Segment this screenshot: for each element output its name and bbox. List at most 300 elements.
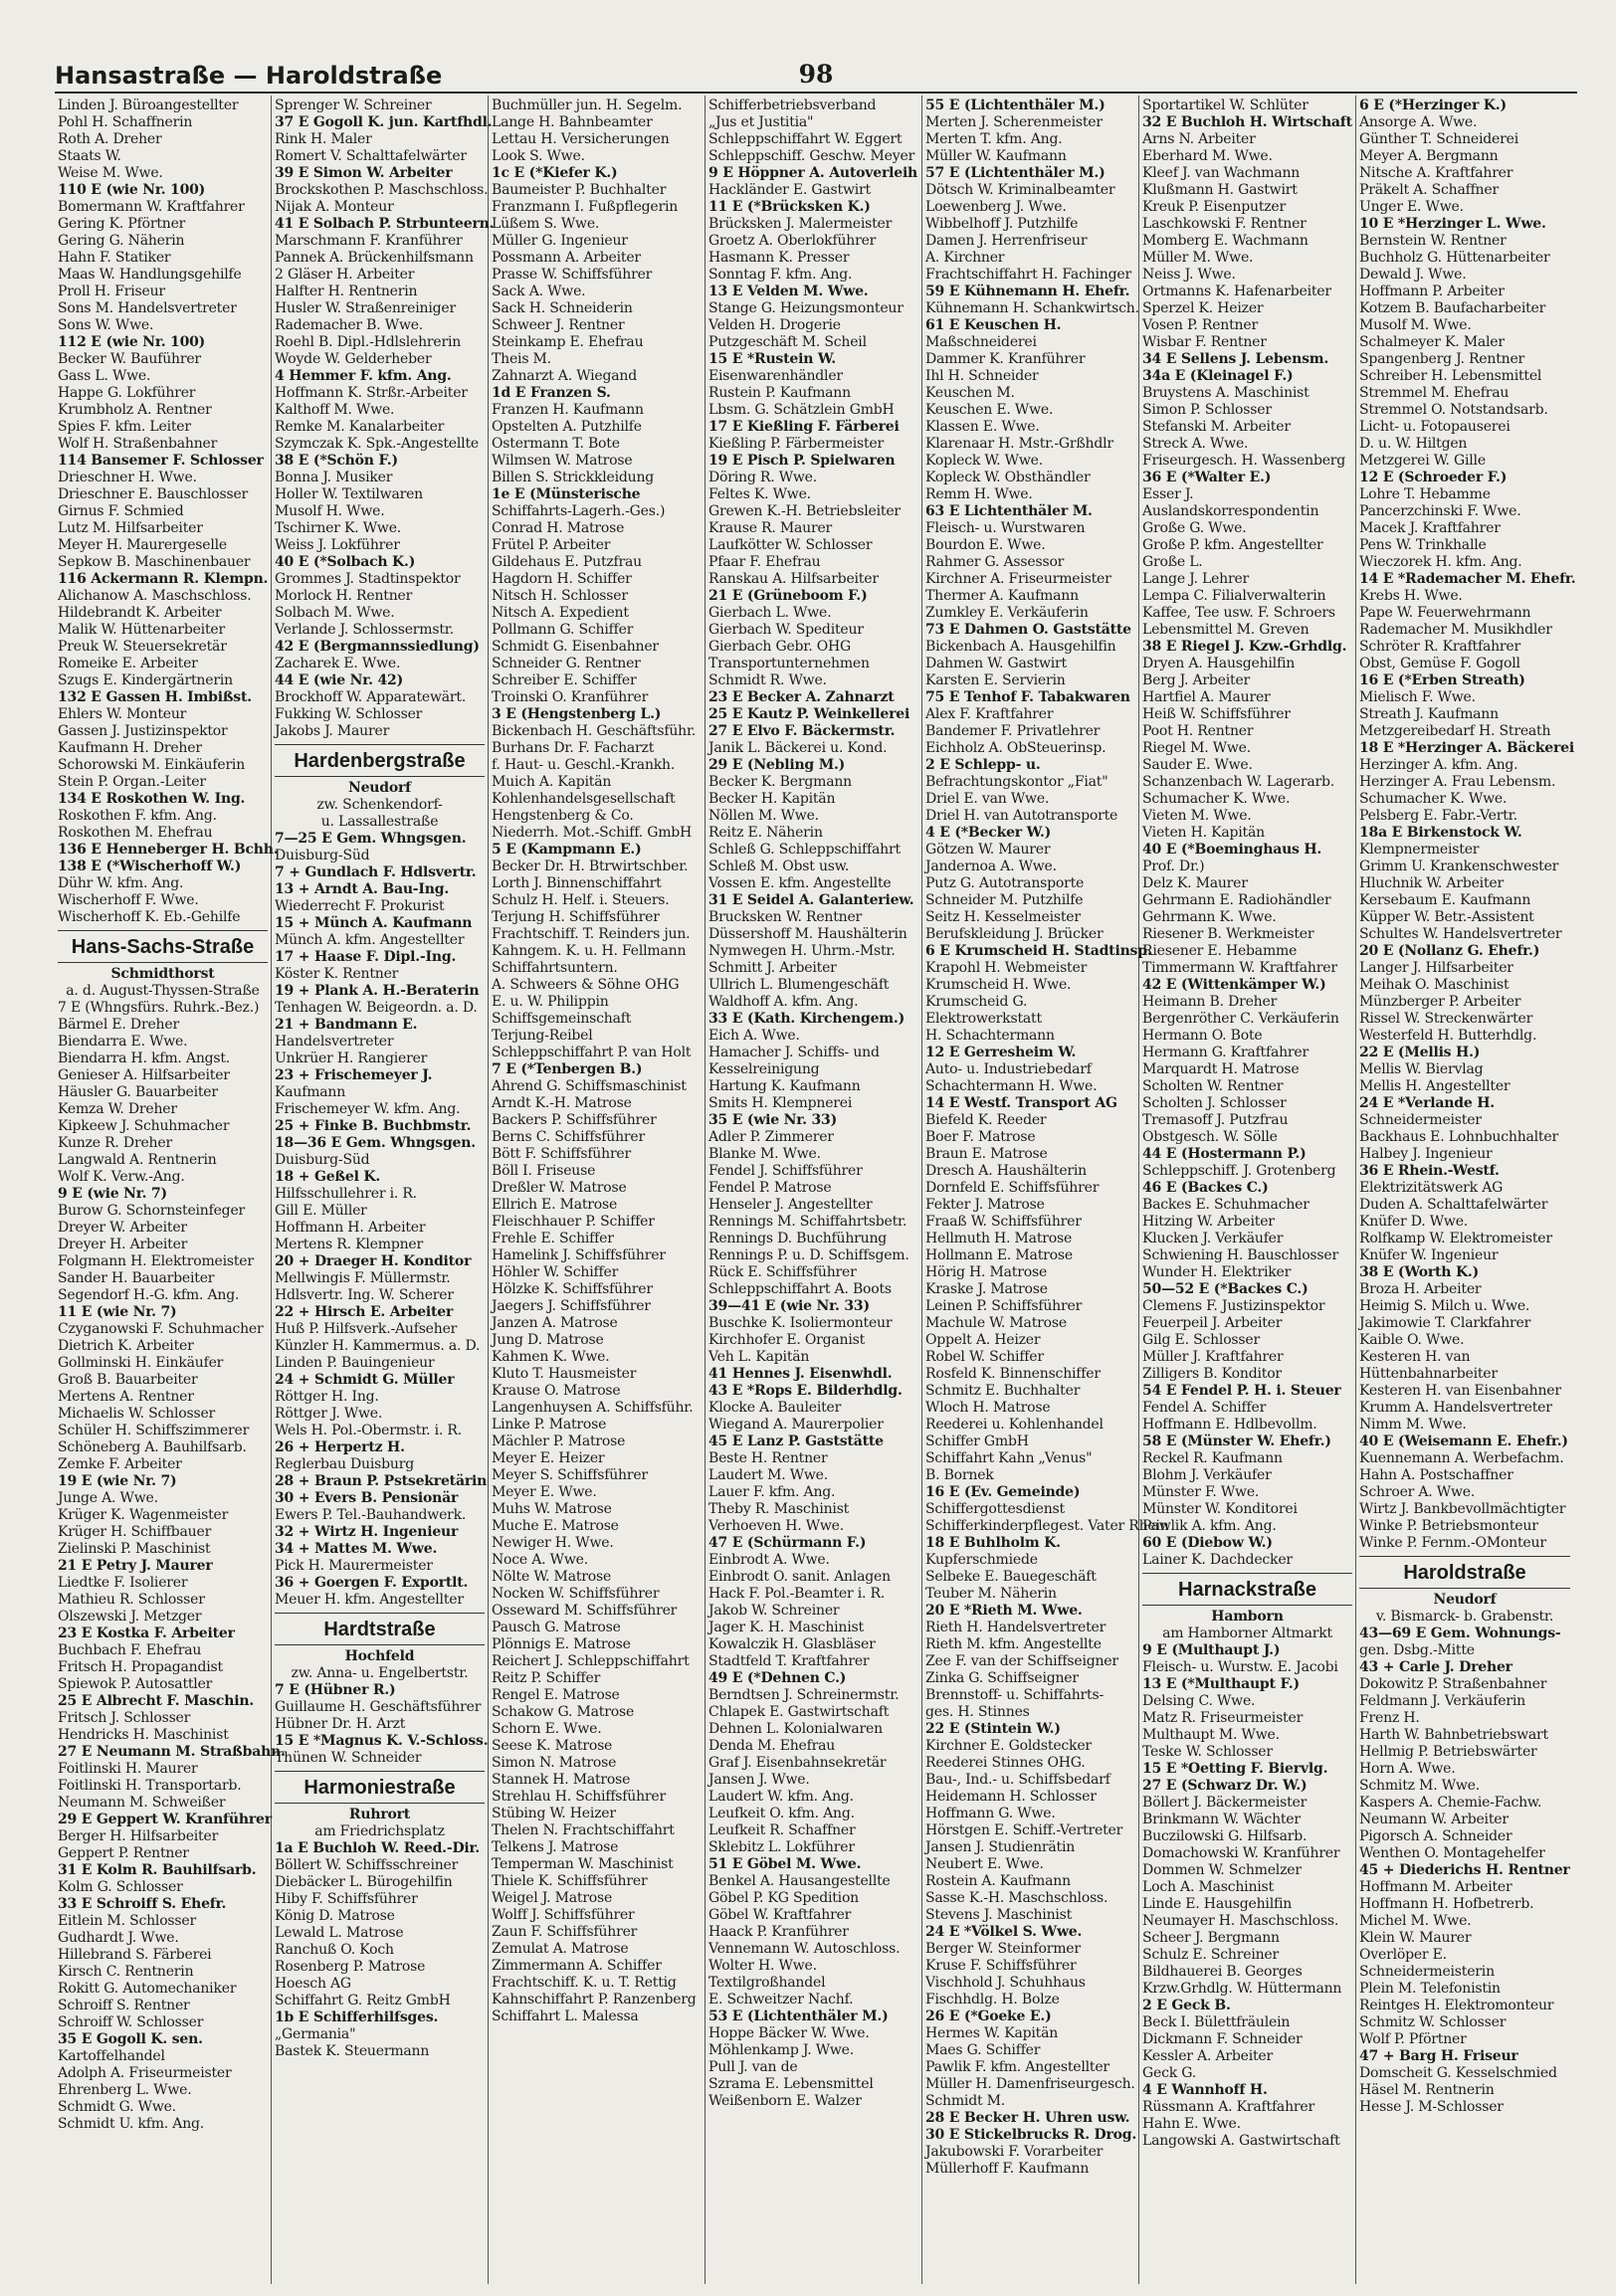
directory-entry: Dommen W. Schmelzer — [1142, 1862, 1302, 1878]
directory-entry: Mellwingis F. Müllermstr. — [275, 1270, 451, 1286]
directory-entry: Schleppschiffahrt P. van Holt — [492, 1045, 692, 1060]
directory-entry: Scholten J. Schlosser — [1142, 1095, 1287, 1111]
house-number-entry: 18 E *Herzinger A. Bäckerei — [1359, 740, 1574, 756]
directory-entry: Langenhuysen A. Schiffsführ. — [492, 1400, 694, 1416]
directory-entry: Thiele K. Schiffsführer — [492, 1873, 648, 1889]
directory-entry: Mellis H. Angestellter — [1359, 1078, 1511, 1094]
house-number-entry: 19 + Plank A. H.-Beraterin — [275, 983, 480, 999]
house-number-entry: 9 E (wie Nr. 7) — [58, 1186, 167, 1202]
directory-entry: Streath J. Kaufmann — [1359, 706, 1499, 722]
directory-entry: Girnus F. Schmied — [58, 503, 184, 519]
directory-entry: Reitz P. Schiffer — [492, 1670, 601, 1686]
directory-entry: Krumbholz A. Rentner — [58, 402, 212, 418]
house-number-entry: 9 E Höppner A. Autoverleih — [708, 165, 918, 181]
directory-entry: Zee F. van der Schiffseigner — [925, 1653, 1118, 1669]
directory-entry: Hartfiel A. Maurer — [1142, 689, 1271, 705]
directory-entry: Remm H. Wwe. — [925, 486, 1033, 502]
directory-entry: Hitzing W. Arbeiter — [1142, 1214, 1275, 1230]
directory-entry: Kirsch C. Rentnerin — [58, 1964, 194, 1980]
directory-entry: Backhaus E. Lohnbuchhalter — [1359, 1129, 1558, 1145]
house-number-entry: 18—36 E Gem. Whngsgen. — [275, 1135, 476, 1151]
house-number-entry: 43 + Carle J. Dreher — [1359, 1659, 1513, 1675]
directory-entry: Jansen J. Studienrätin — [925, 1839, 1076, 1855]
directory-entry: Laschkowski F. Rentner — [1142, 216, 1307, 232]
directory-entry: Kesteren H. van Eisenbahner — [1359, 1383, 1561, 1399]
directory-entry: Lainer K. Dachdecker — [1142, 1552, 1293, 1568]
directory-entry: Schorn E. Wwe. — [492, 1721, 602, 1737]
house-number-entry: 42 E (Bergmannssiedlung) — [275, 639, 480, 655]
directory-entry: Obst, Gemüse F. Gogoll — [1359, 656, 1520, 671]
directory-entry: Schroiff W. Schlosser — [58, 2014, 204, 2030]
directory-entry: Michaelis W. Schlosser — [58, 1406, 216, 1422]
house-number-entry: 19 E (wie Nr. 7) — [58, 1473, 177, 1489]
directory-entry: Klocke A. Bauleiter — [708, 1400, 842, 1416]
directory-entry: Diebäcker L. Bürogehilfin — [275, 1874, 453, 1890]
directory-entry: Frachtschiff. T. Reinders jun. — [492, 926, 691, 942]
directory-entry: Michel M. Wwe. — [1359, 1913, 1472, 1929]
directory-entry: Reglerbau Duisburg — [275, 1456, 414, 1472]
directory-entry: Nijak A. Monteur — [275, 199, 394, 215]
directory-entry: Handelsvertreter — [275, 1034, 394, 1050]
directory-entry: Kühnemann H. Schankwirtsch. — [925, 300, 1139, 316]
directory-entry: Hoffmann M. Arbeiter — [1359, 1879, 1513, 1895]
directory-entry: Stadtfeld T. Kraftfahrer — [708, 1653, 870, 1669]
house-number-entry: 32 E Buchloh H. Wirtschaft — [1142, 114, 1352, 130]
directory-entry: Velden H. Drogerie — [708, 317, 841, 333]
directory-entry: Verlande J. Schlossermstr. — [275, 622, 454, 638]
directory-entry: Driel E. van Wwe. — [925, 791, 1050, 807]
directory-entry: Steinkamp E. Ehefrau — [492, 334, 644, 350]
directory-entry: Bärmel E. Dreher — [58, 1017, 179, 1033]
directory-entry: Kupferschmiede — [925, 1552, 1038, 1568]
directory-entry: Nöllen M. Wwe. — [708, 808, 819, 824]
directory-entry: Langwald A. Rentnerin — [58, 1152, 217, 1168]
directory-entry: Krüger H. Schiffbauer — [58, 1524, 212, 1540]
directory-entry: Langer J. Hilfsarbeiter — [1359, 960, 1514, 976]
directory-entry: Müller G. Ingenieur — [492, 233, 628, 249]
house-number-entry: 26 + Herpertz H. — [275, 1439, 405, 1455]
directory-entry: Weiss J. Lokführer — [275, 537, 400, 553]
directory-entry: Brennstoff- u. Schiffahrts- — [925, 1687, 1104, 1703]
directory-entry: Sack H. Schneiderin — [492, 300, 633, 316]
directory-entry: Genieser A. Hilfsarbeiter — [58, 1067, 230, 1083]
directory-entry: Hörig H. Matrose — [925, 1264, 1048, 1280]
directory-entry: Pawlik F. kfm. Angestellter — [925, 2059, 1110, 2075]
house-number-entry: 9 E (Multhaupt J.) — [1142, 1642, 1281, 1658]
directory-entry: Große P. kfm. Angestellter — [1142, 537, 1323, 553]
directory-entry: Berufskleidung J. Brücker — [925, 926, 1104, 942]
directory-entry: Strehlau H. Schiffsführer — [492, 1789, 666, 1805]
house-number-entry: 27 E (Schwarz Dr. W.) — [1142, 1778, 1308, 1794]
directory-entry: Fritsch H. Propagandist — [58, 1659, 223, 1675]
directory-entry: Schleß M. Obst usw. — [708, 859, 850, 874]
directory-entry: Bickenbach H. Geschäftsführ. — [492, 723, 697, 739]
directory-entry: Meuer H. kfm. Angestellter — [275, 1592, 464, 1608]
directory-entry: Braun E. Matrose — [925, 1146, 1048, 1162]
house-number-entry: 13 E (*Multhaupt F.) — [1142, 1676, 1300, 1692]
directory-entry: Lettau H. Versicherungen — [492, 131, 670, 147]
directory-entry: Lbsm. G. Schätzlein GmbH — [708, 402, 895, 418]
directory-entry: Rosenberg P. Matrose — [275, 1959, 426, 1975]
directory-entry: Linden P. Bauingenieur — [275, 1355, 435, 1371]
directory-entry: Preuk W. Steuersekretär — [58, 639, 227, 655]
directory-entry: Fekter J. Matrose — [925, 1197, 1045, 1213]
directory-entry: Sonntag F. kfm. Ang. — [708, 267, 853, 283]
directory-entry: Fraaß W. Schiffsführer — [925, 1214, 1082, 1230]
directory-entry: Lebensmittel M. Greven — [1142, 622, 1310, 638]
house-number-entry: 21 E Petry J. Maurer — [58, 1558, 213, 1574]
directory-entry: Hölzke K. Schiffsführer — [492, 1281, 653, 1297]
directory-entry: Kaible O. Wwe. — [1359, 1332, 1465, 1348]
directory-entry: Bött F. Schiffsführer — [492, 1146, 632, 1162]
house-number-entry: 50—52 E (*Backes C.) — [1142, 1281, 1309, 1297]
directory-entry: Dewald J. Wwe. — [1359, 267, 1467, 283]
directory-entry: Gehrmann E. Radiohändler — [1142, 892, 1331, 908]
directory-entry: Münch A. kfm. Angestellter — [275, 932, 465, 948]
directory-entry: Bergenröther C. Verkäuferin — [1142, 1011, 1339, 1027]
directory-entry: Hoffmann H. Arbeiter — [275, 1220, 426, 1236]
house-number-entry: 134 E Roskothen W. Ing. — [58, 791, 246, 807]
directory-entry: Große L. — [1142, 554, 1203, 570]
directory-entry: Meyer E. Wwe. — [492, 1484, 597, 1500]
directory-entry: Muche E. Matrose — [492, 1518, 619, 1534]
house-number-entry: 21 + Bandmann E. — [275, 1017, 418, 1033]
directory-entry: Herzinger A. kfm. Ang. — [1359, 757, 1518, 773]
directory-entry: E. Schweitzer Nachf. — [708, 1992, 854, 2008]
house-number-entry: 20 E (Nollanz G. Ehefr.) — [1359, 943, 1540, 959]
directory-entry: Wenthen O. Montagehelfer — [1359, 1845, 1545, 1861]
directory-entry: Ansorge A. Wwe. — [1359, 114, 1478, 130]
directory-entry: Waldhoff A. kfm. Ang. — [708, 994, 859, 1010]
house-number-entry: 25 E Kautz P. Weinkellerei — [708, 706, 910, 722]
directory-entry: Schneider M. Putzhilfe — [925, 892, 1084, 908]
directory-entry: Nocken W. Schiffsführer — [492, 1586, 660, 1602]
house-number-entry: 19 E Pisch P. Spielwaren — [708, 453, 896, 469]
house-number-entry: 22 + Hirsch E. Arbeiter — [275, 1304, 454, 1320]
house-number-entry: 24 E *Verlande H. — [1359, 1095, 1495, 1111]
directory-entry: Hengstenberg & Co. — [492, 808, 634, 824]
directory-entry: Hermann G. Kraftfahrer — [1142, 1045, 1309, 1060]
directory-entry: Dühr W. kfm. Ang. — [58, 875, 184, 891]
directory-entry: Pens W. Trinkhalle — [1359, 537, 1487, 553]
directory-entry: Rennings M. Schiffahrtsbetr. — [708, 1214, 908, 1230]
directory-entry: Musolf M. Wwe. — [1359, 317, 1472, 333]
house-number-entry: 10 E *Herzinger L. Wwe. — [1359, 216, 1546, 232]
directory-entry: Fendel P. Matrose — [708, 1180, 832, 1196]
directory-entry: Eitlein M. Schlosser — [58, 1913, 196, 1929]
directory-entry: Fleisch- u. Wurstwaren — [925, 520, 1086, 536]
district-note: Neudorf — [347, 780, 411, 796]
directory-entry: 2 Gläser H. Arbeiter — [275, 267, 415, 283]
directory-entry: Kowalczik H. Glasbläser — [708, 1636, 876, 1652]
house-number-entry: 36 + Goergen F. Exportlt. — [275, 1575, 469, 1591]
directory-entry: Kessler A. Arbeiter — [1142, 2048, 1273, 2064]
directory-entry: Frütel P. Arbeiter — [492, 537, 611, 553]
street-heading: Harmoniestraße — [275, 1771, 485, 1804]
directory-entry: Ihl H. Schneider — [925, 368, 1039, 384]
directory-entry: Schmidt G. Wwe. — [58, 2099, 176, 2115]
directory-columns — [55, 96, 1577, 2284]
directory-entry: Linde E. Hausgehilfin — [1142, 1896, 1293, 1912]
house-number-entry: 42 E (Wittenkämper W.) — [1142, 977, 1326, 993]
directory-entry: Kesteren H. van — [1359, 1349, 1471, 1365]
directory-entry: Putzgeschäft M. Scheil — [708, 334, 867, 350]
directory-entry: Pollmann G. Schiffer — [492, 622, 634, 638]
directory-entry: Reitz E. Näherin — [708, 825, 823, 841]
directory-entry: Grewen K.-H. Betriebsleiter — [708, 503, 901, 519]
directory-entry: Ranchuß O. Koch — [275, 1942, 394, 1958]
directory-entry: Beste H. Rentner — [708, 1450, 828, 1466]
directory-entry: Zahnarzt A. Wiegand — [492, 368, 638, 384]
directory-entry: Dammer K. Kranführer — [925, 351, 1086, 367]
directory-entry: Stannek H. Matrose — [492, 1772, 631, 1788]
directory-entry: Thünen W. Schneider — [275, 1750, 422, 1766]
directory-entry: Müller H. Damenfriseurgesch. — [925, 2076, 1135, 2092]
directory-entry: Kruse F. Schiffsführer — [925, 1958, 1077, 1974]
directory-entry: Münzberger P. Arbeiter — [1359, 994, 1521, 1010]
directory-entry: Eisenwarenhändler — [708, 368, 843, 384]
directory-entry: Gering G. Näherin — [58, 233, 185, 249]
directory-entry: Hellmig P. Betriebswärter — [1359, 1744, 1537, 1760]
district-note: u. Lassallestraße — [320, 814, 439, 830]
directory-entry: Vossen E. kfm. Angestellte — [708, 875, 892, 891]
directory-entry: Zimmermann A. Schiffer — [492, 1958, 662, 1974]
directory-entry: Heidemann H. Schlosser — [925, 1789, 1097, 1805]
directory-entry: Newiger H. Wwe. — [492, 1535, 614, 1551]
directory-entry: Schroer A. Wwe. — [1359, 1484, 1476, 1500]
house-number-entry: 32 + Wirtz H. Ingenieur — [275, 1524, 459, 1540]
directory-entry: Groß B. Bauarbeiter — [58, 1372, 198, 1388]
directory-entry: Müller J. Kraftfahrer — [1142, 1349, 1284, 1365]
directory-entry: Muhs W. Matrose — [492, 1501, 612, 1517]
directory-entry: Junge A. Wwe. — [58, 1490, 158, 1506]
directory-entry: Rennings P. u. D. Schiffsgem. — [708, 1247, 909, 1263]
house-number-entry: 34 E Sellens J. Lebensm. — [1142, 351, 1329, 367]
directory-entry: Fukking W. Schlosser — [275, 706, 423, 722]
directory-entry: Eich A. Wwe. — [708, 1028, 800, 1044]
directory-entry: Hillebrand S. Färberei — [58, 1947, 212, 1963]
directory-entry: Sack A. Wwe. — [492, 284, 586, 299]
house-number-entry: 28 E Becker H. Uhren usw. — [925, 2110, 1130, 2126]
directory-entry: Biendarra H. kfm. Angst. — [58, 1051, 231, 1066]
house-number-entry: 31 E Seidel A. Galanteriew. — [708, 892, 914, 908]
directory-entry: Dickmann F. Schneider — [1142, 2031, 1303, 2047]
house-number-entry: 58 E (Münster W. Ehefr.) — [1142, 1434, 1331, 1449]
header-rule — [55, 92, 1577, 94]
directory-entry: Hörstgen E. Schiff.-Vertreter — [925, 1822, 1123, 1838]
house-number-entry: 18 E Buhlholm K. — [925, 1535, 1061, 1551]
directory-entry: Romeike E. Arbeiter — [58, 656, 198, 671]
directory-entry: Spiewok P. Autosattler — [58, 1676, 213, 1692]
directory-entry: Lange J. Lehrer — [1142, 571, 1250, 587]
directory-entry: Zilligers B. Konditor — [1142, 1366, 1282, 1382]
directory-entry: Berger W. Steinformer — [925, 1941, 1081, 1957]
directory-entry: Sons W. Wwe. — [58, 317, 154, 333]
directory-entry: Hluchnik W. Arbeiter — [1359, 875, 1504, 891]
directory-entry: Sander H. Bauarbeiter — [58, 1270, 215, 1286]
directory-entry: Folgmann H. Elektromeister — [58, 1253, 254, 1269]
directory-entry: Nölte W. Matrose — [492, 1569, 612, 1585]
directory-entry: Jung D. Matrose — [492, 1332, 604, 1348]
directory-entry: Bastek K. Steuermann — [275, 2043, 430, 2059]
directory-entry: Alichanow A. Maschschloss. — [58, 588, 252, 604]
house-number-entry: 40 E (*Boeminghaus H. — [1142, 842, 1322, 858]
directory-entry: Feldmann J. Verkäuferin — [1359, 1693, 1525, 1709]
directory-entry: Heimig S. Milch u. Wwe. — [1359, 1298, 1530, 1314]
directory-entry: Olszewski J. Metzger — [58, 1609, 202, 1625]
house-number-entry: 1c E (*Kiefer K.) — [492, 165, 618, 181]
directory-entry: Terjung-Reibel — [492, 1028, 593, 1044]
directory-entry: Laudert W. kfm. Ang. — [708, 1789, 854, 1805]
directory-entry: Thermer A. Kaufmann — [925, 588, 1079, 604]
directory-entry: Delsing C. Wwe. — [1142, 1693, 1256, 1709]
directory-entry: Pape W. Feuerwehrmann — [1359, 605, 1531, 621]
directory-entry: Häusler G. Bauarbeiter — [58, 1084, 218, 1100]
directory-entry: Noce A. Wwe. — [492, 1552, 588, 1568]
directory-column — [1139, 96, 1356, 2284]
directory-entry: Kalthoff M. Wwe. — [275, 402, 395, 418]
directory-entry: Marquardt H. Matrose — [1142, 1061, 1300, 1077]
directory-entry: Neubert E. Wwe. — [925, 1856, 1044, 1872]
directory-entry: Lohre T. Hebamme — [1359, 486, 1491, 502]
directory-entry: Schneidermeister — [1359, 1112, 1482, 1128]
directory-entry: Kießling P. Färbermeister — [708, 436, 885, 452]
directory-entry: Einbrodt A. Wwe. — [708, 1552, 830, 1568]
directory-entry: Frenz H. — [1359, 1710, 1420, 1726]
directory-entry: Kirchhofer E. Organist — [708, 1332, 866, 1348]
directory-entry: Muich A. Kapitän — [492, 774, 612, 790]
directory-entry: Eichholz A. ObSteuerinsp. — [925, 740, 1107, 756]
directory-entry: Zumkley E. Verkäuferin — [925, 605, 1089, 621]
directory-entry: Seitz H. Kesselmeister — [925, 909, 1081, 925]
directory-entry: Adler P. Zimmerer — [708, 1129, 834, 1145]
directory-entry: Dehnen L. Kolonialwaren — [708, 1721, 883, 1737]
house-number-entry: 13 + Arndt A. Bau-Ing. — [275, 881, 450, 897]
directory-entry: Rieth H. Handelsvertreter — [925, 1620, 1107, 1635]
directory-entry: Vennemann W. Autoschloss. — [708, 1941, 901, 1957]
directory-entry: Buchbach F. Ehefrau — [58, 1642, 202, 1658]
house-number-entry: 110 E (wie Nr. 100) — [58, 182, 206, 198]
directory-entry: Baumeister P. Buchhalter — [492, 182, 667, 198]
directory-entry: Hagdorn H. Schiffer — [492, 571, 632, 587]
house-number-entry: 22 E (Stintein W.) — [925, 1721, 1061, 1737]
directory-entry: Janzen A. Matrose — [492, 1315, 618, 1331]
directory-entry: Mathieu R. Schlosser — [58, 1592, 205, 1608]
directory-entry: Overlöper E. — [1359, 1947, 1447, 1963]
house-number-entry: 28 + Braun P. Pstsekretärin — [275, 1473, 488, 1489]
directory-entry: Schweer J. Rentner — [492, 317, 625, 333]
house-number-entry: 11 E (*Brücksken K.) — [708, 199, 871, 215]
directory-entry: Drieschner E. Bauschlosser — [58, 486, 249, 502]
directory-entry: E. u. W. Philippin — [492, 994, 609, 1010]
directory-entry: Delz K. Maurer — [1142, 875, 1248, 891]
directory-entry: Hesse J. M-Schlosser — [1359, 2099, 1504, 2115]
directory-entry: Theis M. — [492, 351, 551, 367]
house-number-entry: 54 E Fendel P. H. i. Steuer — [1142, 1383, 1341, 1399]
directory-entry: Biendarra E. Wwe. — [58, 1034, 188, 1050]
directory-entry: Ellrich E. Matrose — [492, 1197, 618, 1213]
directory-entry: Hoffmann G. Wwe. — [925, 1806, 1056, 1821]
directory-entry: Jakubowski F. Vorarbeiter — [925, 2144, 1104, 2160]
house-number-entry: 3 E (Hengstenberg L.) — [492, 706, 662, 722]
directory-entry: Simon P. Schlosser — [1142, 402, 1272, 418]
directory-entry: Kleef J. van Wachmann — [1142, 165, 1301, 181]
directory-entry: Woyde W. Gelderheber — [275, 351, 432, 367]
directory-entry: Linden J. Büroangestellter — [58, 97, 239, 113]
directory-entry: Reederei u. Kohlenhandel — [925, 1417, 1104, 1433]
district-note: zw. Anna- u. Engelbertstr. — [291, 1665, 469, 1681]
street-heading: Hans-Sachs-Straße — [58, 930, 268, 963]
directory-entry: Küpper W. Betr.-Assistent — [1359, 909, 1534, 925]
directory-column — [272, 96, 495, 2284]
district-note: am Hamborner Altmarkt — [1162, 1626, 1332, 1641]
directory-entry: Rosfeld K. Binnenschiffer — [925, 1366, 1101, 1382]
house-number-entry: 33 E Schroiff S. Ehefr. — [58, 1896, 227, 1912]
house-number-entry: 15 E *Rustein W. — [708, 351, 836, 367]
directory-entry: Brockskothen P. Maschschloss. — [275, 182, 489, 198]
directory-entry: Leinen P. Schiffsführer — [925, 1298, 1083, 1314]
directory-entry: Zinka G. Schiffseigner — [925, 1670, 1079, 1686]
directory-entry: Eberhard M. Wwe. — [1142, 148, 1273, 164]
directory-entry: Gassen J. Justizinspektor — [58, 723, 228, 739]
directory-entry: Robel W. Schiffer — [925, 1349, 1044, 1365]
directory-entry: Pausch G. Matrose — [492, 1620, 621, 1635]
directory-entry: Backes E. Schuhmacher — [1142, 1197, 1310, 1213]
directory-entry: Hendricks H. Maschinist — [58, 1727, 229, 1743]
directory-entry: B. Bornek — [925, 1467, 994, 1483]
directory-entry: Krumscheid H. Wwe. — [925, 977, 1072, 993]
directory-entry: Kipkeew J. Schuhmacher — [58, 1118, 230, 1134]
directory-entry: Duden A. Schalttafelwärter — [1359, 1197, 1548, 1213]
directory-entry: Kirchner A. Friseurmeister — [925, 571, 1111, 587]
house-number-entry: 59 E Kühnemann H. Ehefr. — [925, 284, 1130, 299]
directory-entry: Müller W. Kaufmann — [925, 148, 1067, 164]
directory-entry: Plönnigs E. Matrose — [492, 1636, 631, 1652]
house-number-entry: 51 E Göbel M. Wwe. — [708, 1856, 862, 1872]
directory-entry: Huß P. Hilfsverk.-Aufseher — [275, 1321, 458, 1337]
directory-entry: Franzen H. Kaufmann — [492, 402, 644, 418]
street-heading: Hardtstraße — [275, 1613, 485, 1645]
directory-entry: Rück E. Schiffsführer — [708, 1264, 857, 1280]
directory-entry: Esser J. — [1142, 486, 1194, 502]
directory-entry: Dietrich K. Arbeiter — [58, 1338, 194, 1354]
directory-entry: Kreuk P. Eisenputzer — [1142, 199, 1287, 215]
directory-entry: Wolf H. Straßenbahner — [58, 436, 218, 452]
directory-entry: Becker W. Bauführer — [58, 351, 201, 367]
directory-entry: Meyer S. Schiffsführer — [492, 1467, 648, 1483]
directory-entry: Husler W. Straßenreiniger — [275, 300, 456, 316]
directory-entry: Bruystens A. Maschinist — [1142, 385, 1310, 401]
directory-entry: Morlock H. Rentner — [275, 588, 413, 604]
house-number-entry: 18 + Geßel K. — [275, 1169, 381, 1185]
directory-entry: Jakobs J. Maurer — [275, 723, 390, 739]
directory-entry: Hüttenbahnarbeiter — [1359, 1366, 1498, 1382]
house-number-entry: 33 E (Kath. Kirchengem.) — [708, 1011, 906, 1027]
directory-entry: Nimm M. Wwe. — [1359, 1417, 1467, 1433]
directory-entry: Elektrowerkstatt — [925, 1011, 1042, 1027]
directory-entry: A. Kirchner — [925, 250, 1005, 266]
directory-entry: Schneidermeisterin — [1359, 1964, 1495, 1980]
directory-entry: Kahmen K. Wwe. — [492, 1349, 610, 1365]
directory-entry: Winke P. Betriebsmonteur — [1359, 1518, 1538, 1534]
house-number-entry: 38 E Riegel J. Kzw.-Grhdlg. — [1142, 639, 1347, 655]
directory-entry: Wiederrecht F. Prokurist — [275, 898, 445, 914]
house-number-entry: 38 E (Worth K.) — [1359, 1264, 1480, 1280]
directory-entry: Fendel J. Schiffsführer — [708, 1163, 863, 1179]
directory-entry: Wolf K. Verw.-Ang. — [58, 1169, 185, 1185]
directory-entry: Klempnermeister — [1359, 842, 1480, 858]
directory-entry: Metzgereibedarf H. Streath — [1359, 723, 1551, 739]
